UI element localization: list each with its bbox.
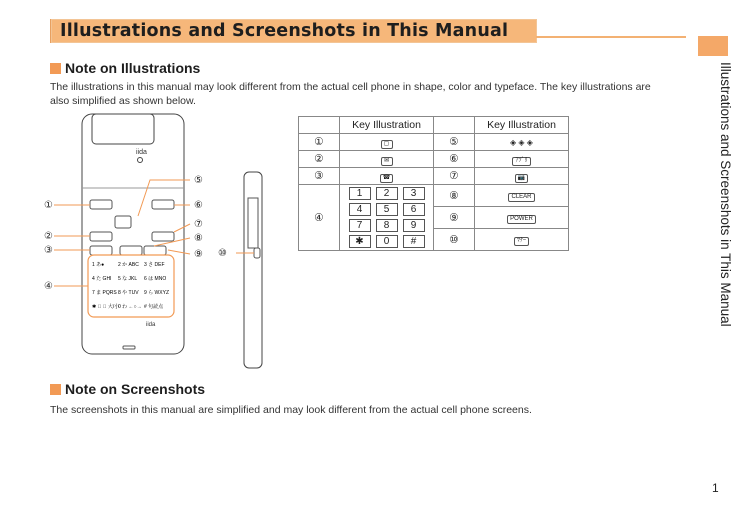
keypad-key: 4 た GHI [92, 276, 112, 282]
callout-10: ⑩ [218, 248, 227, 259]
page-title: Illustrations and Screenshots in This Manual [60, 21, 509, 41]
keypad-key: 2 か ABC [118, 262, 139, 268]
brand-top: iida [136, 149, 147, 156]
numpad-illustration [340, 185, 433, 250]
mail-key-icon: ✉ [381, 157, 393, 166]
callout-1: ① [44, 200, 53, 211]
numpad-key: 0 [376, 235, 398, 248]
callout-6: ⑥ [194, 200, 203, 211]
title-rule [536, 36, 686, 38]
table-row: ① ▢ ⑤ ◈ ◈ ◈ [299, 134, 569, 151]
heading-marker [50, 384, 61, 395]
power-key-icon: POWER [507, 215, 536, 224]
key-illustration-table [298, 116, 569, 251]
callout-4: ④ [44, 281, 53, 292]
table-row: ② ✉ ⑥ ｱﾌﾟﾘ [299, 151, 569, 168]
nav-key-icon: ◈ ◈ ◈ [510, 138, 533, 147]
page-title-bar [50, 19, 537, 43]
keypad-key: 8 や TUV [118, 290, 139, 296]
clear-key-icon: CLEAR [508, 193, 534, 202]
callout-5: ⑤ [194, 175, 203, 186]
numpad-key: 2 [376, 187, 398, 200]
keypad-key: 6 は MNO [144, 276, 167, 282]
illustrations-heading [50, 60, 200, 76]
keypad-key: ✱ ﾞ ﾟ 大/小 [92, 304, 120, 310]
callout-7: ⑦ [194, 219, 203, 230]
numpad-key: 7 [349, 219, 371, 232]
phone-screen [92, 114, 154, 144]
screenshots-heading-text: Note on Screenshots [65, 381, 206, 397]
manner-key-icon: ﾏﾅｰ [514, 237, 529, 246]
phone-body [82, 114, 184, 354]
callout-9: ⑨ [194, 249, 203, 260]
numpad-key: 8 [376, 219, 398, 232]
phone-illustration [30, 108, 295, 373]
screenshots-text: The screenshots in this manual are simplified and may look different from the actual cell phone screens. [50, 404, 532, 416]
header-key-illustration-left: Key Illustration [340, 117, 434, 134]
keypad-key: 3 さ DEF [144, 262, 165, 268]
numpad-key: 9 [403, 219, 425, 232]
keypad-key: 0 わ ←○→ [118, 304, 142, 310]
callout-3: ③ [44, 245, 53, 256]
side-tab [698, 36, 728, 56]
heading-marker [50, 63, 61, 74]
camera-key-icon: 📷 [515, 174, 528, 183]
illustrations-text: The illustrations in this manual may look different from the actual cell phone in shape, color and typeface. The key illustrations are also simplified as shown below. [50, 81, 651, 107]
page-number: 1 [712, 481, 719, 495]
keypad-key: 9 ら WXYZ [144, 290, 170, 296]
table-row: ③ ☎ ⑦ 📷 [299, 168, 569, 185]
brand-bottom: iida [146, 322, 156, 328]
callout-8: ⑧ [194, 233, 203, 244]
numpad-key: 1 [349, 187, 371, 200]
header-key-illustration-right: Key Illustration [475, 117, 569, 134]
numpad-key: 5 [376, 203, 398, 216]
screenshots-heading [50, 381, 205, 397]
numpad-key: 3 [403, 187, 425, 200]
keypad-key: # 句読点 [144, 304, 164, 310]
call-key-icon: ☎ [380, 174, 393, 183]
menu-key-icon: ▢ [381, 140, 393, 149]
callout-2: ② [44, 231, 53, 242]
app-key-icon: ｱﾌﾟﾘ [512, 157, 530, 166]
numpad-key: ✱ [349, 235, 371, 248]
numpad-key: # [403, 235, 425, 248]
keypad-key: 1 あ● [92, 262, 105, 268]
side-title: Illustrations and Screenshots in This Manual [718, 62, 733, 327]
table-row: ⑩ ﾏﾅｰ [299, 229, 569, 251]
keypad-key: 7 ま PQRS [92, 290, 117, 296]
keypad-key: 5 な JKL [118, 276, 138, 282]
numpad-key: 4 [349, 203, 371, 216]
illustrations-heading-text: Note on Illustrations [65, 60, 201, 76]
phone-side-view [244, 172, 262, 368]
table-row: ④ 1 2 3 4 5 6 7 8 9 ✱ 0 # ⑧ CLEAR [299, 185, 569, 207]
numpad-key: 6 [403, 203, 425, 216]
table-row: ⑨ POWER [299, 207, 569, 229]
